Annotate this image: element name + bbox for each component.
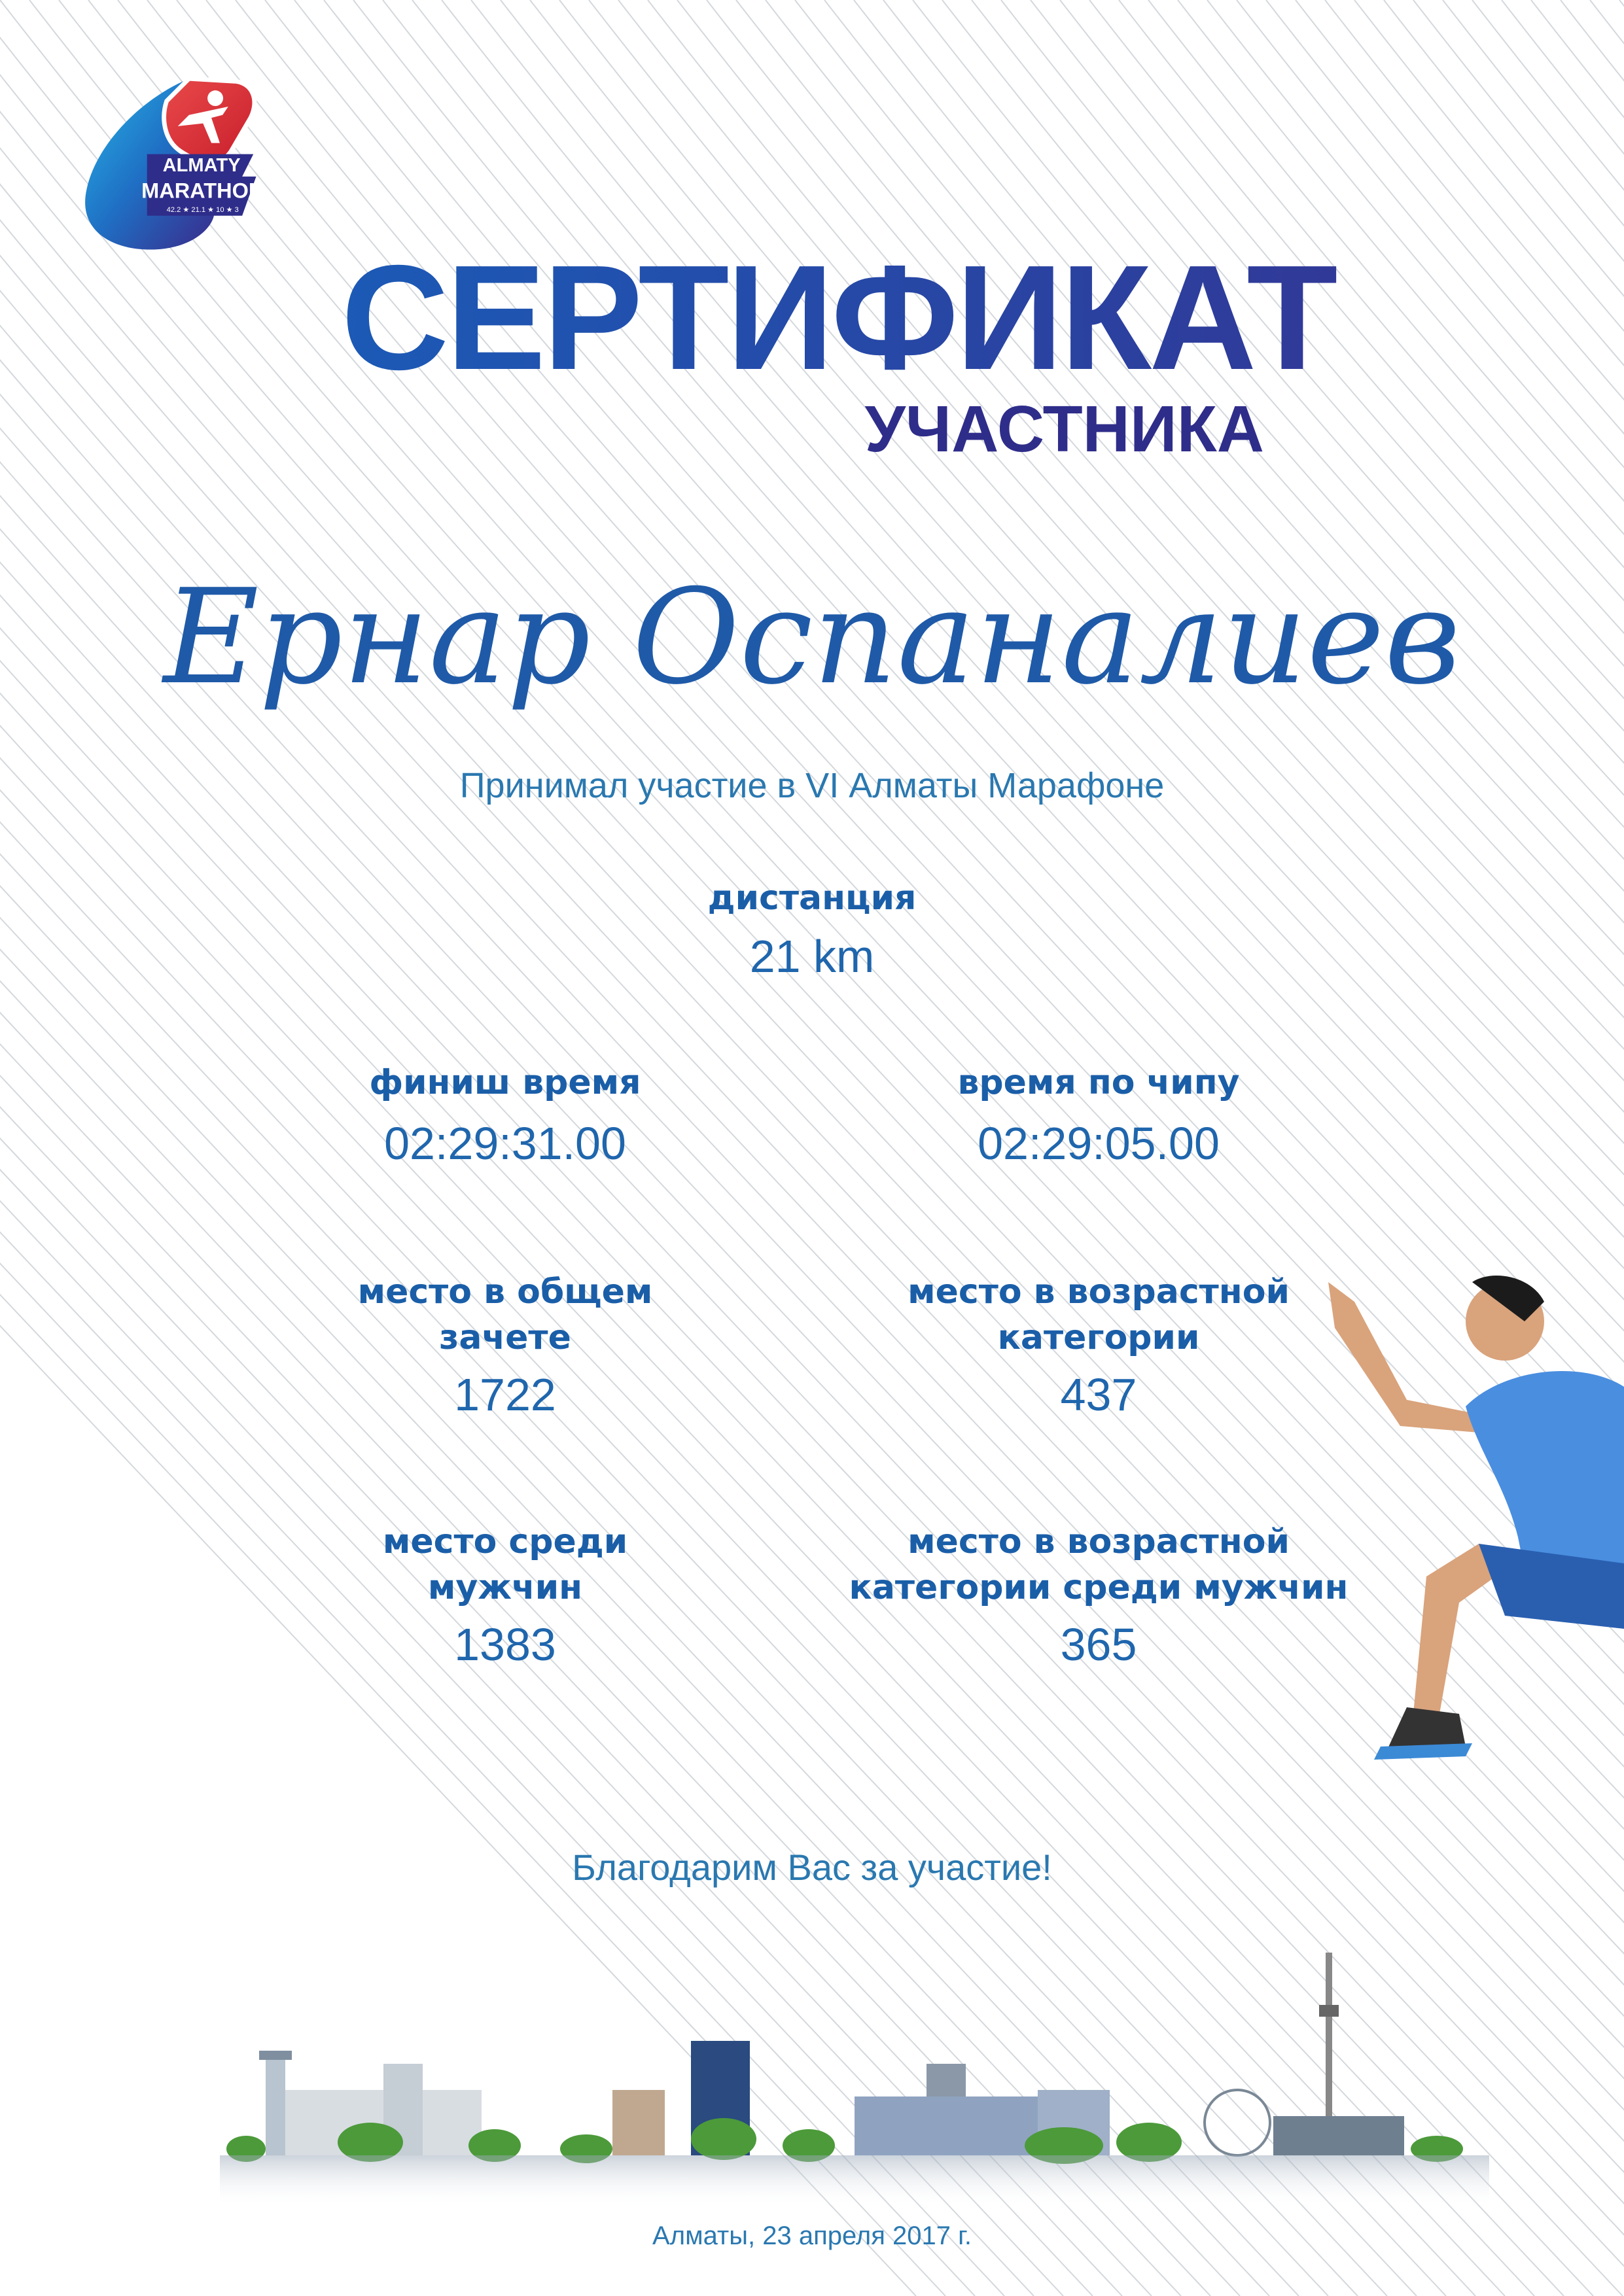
- age-place-label-1: место в возрастной: [908, 1272, 1290, 1312]
- chip-time-label: время по чипу: [957, 1063, 1240, 1102]
- chip-time-block: [837, 1060, 1360, 1170]
- overall-place-label-1: место в общем: [357, 1272, 653, 1312]
- distance-block: [0, 875, 1624, 983]
- logo-text-distances: 42.2 ★ 21.1 ★ 10 ★ 3: [166, 205, 239, 214]
- distance-label: дистанция: [707, 878, 917, 918]
- participation-text: Принимал участие в VI Алматы Марафоне: [459, 766, 1165, 805]
- certificate-subtitle: УЧАСТНИКА: [864, 392, 1264, 466]
- age-men-place-value: 365: [1060, 1619, 1137, 1670]
- age-place-value: 437: [1060, 1369, 1137, 1420]
- distance-value: 21 km: [749, 931, 875, 982]
- logo-text-almaty: ALMATY: [162, 155, 241, 177]
- overall-place-block: [243, 1269, 767, 1421]
- footer-date: Алматы, 23 апреля 2017 г.: [652, 2221, 972, 2250]
- overall-place-label-2: зачете: [439, 1318, 571, 1357]
- men-place-value: 1383: [454, 1619, 556, 1670]
- men-place-label-2: мужчин: [427, 1568, 583, 1607]
- participant-name: Ернар Оспаналиев: [163, 561, 1461, 714]
- men-place-block: [243, 1519, 767, 1671]
- age-men-place-block: [837, 1519, 1360, 1671]
- finish-time-value: 02:29:31.00: [384, 1118, 626, 1169]
- thanks-text: Благодарим Вас за участие!: [572, 1847, 1052, 1888]
- certificate-title: СЕРТИФИКАТ: [0, 243, 1624, 392]
- finish-time-block: [243, 1060, 767, 1170]
- age-place-label-2: категории: [997, 1318, 1200, 1357]
- chip-time-value: 02:29:05.00: [978, 1118, 1220, 1169]
- men-place-label-1: место среди: [382, 1522, 628, 1561]
- almaty-marathon-logo: [69, 63, 281, 262]
- logo-text-marathon: MARATHON: [141, 179, 264, 203]
- age-place-block: [837, 1269, 1360, 1421]
- finish-time-label: финиш время: [369, 1063, 641, 1102]
- age-men-place-label-2: категории среди мужчин: [849, 1568, 1349, 1607]
- overall-place-value: 1722: [454, 1369, 556, 1420]
- age-men-place-label-1: место в возрастной: [908, 1522, 1290, 1561]
- runner-image: [1309, 1262, 1624, 1792]
- almaty-skyline-image: [220, 1933, 1489, 2208]
